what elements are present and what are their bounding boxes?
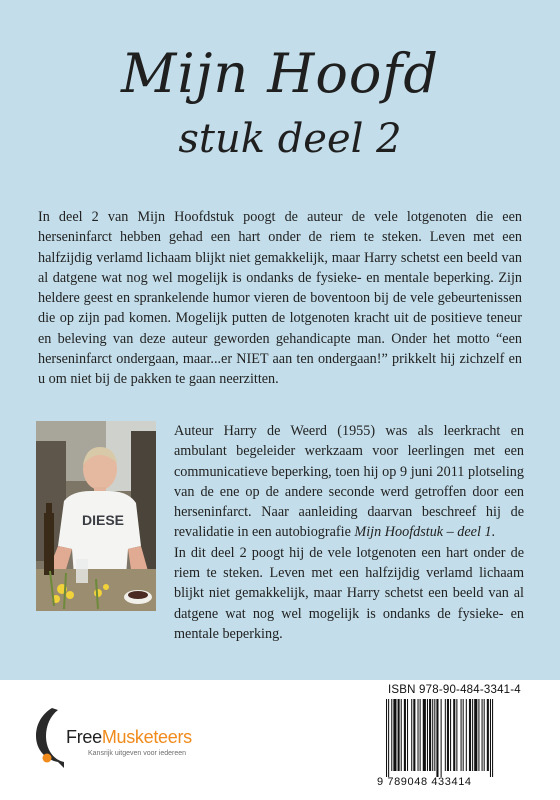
barcode-bar — [447, 699, 449, 771]
barcode-bar — [401, 699, 402, 771]
barcode-bar — [388, 699, 389, 777]
barcode-bar — [445, 699, 446, 771]
barcode-bar — [484, 699, 485, 771]
barcode-bar — [432, 699, 433, 771]
publisher-tagline: Kansrijk uitgeven voor iedereen — [88, 750, 187, 757]
barcode-bar — [391, 699, 392, 771]
barcode-bar — [393, 699, 396, 771]
barcode-bar — [453, 699, 455, 771]
author-photo — [36, 421, 156, 611]
blurb-text — [38, 207, 522, 390]
isbn-label: ISBN 978-90-484-3341-4 — [388, 684, 521, 696]
barcode-bar — [478, 699, 479, 771]
barcode-bar — [441, 699, 442, 777]
publisher-name-free: Free — [66, 727, 102, 747]
barcode-bar — [472, 699, 473, 771]
blurb-part-3: prikkelt hij zichzelf en u om niet bij de pakken te gaan neerzitten. — [38, 351, 522, 388]
barcode-bar — [474, 699, 477, 771]
author-bio — [174, 421, 524, 644]
book-title-line1: Mijn Hoofd — [121, 42, 439, 105]
barcode-bar — [482, 699, 483, 771]
barcode-bar — [490, 699, 491, 777]
barcode-bar — [423, 699, 426, 771]
barcode-bar — [487, 699, 489, 771]
barcode-bar — [407, 699, 408, 771]
barcode-digits: 9 789048 433414 — [377, 776, 472, 788]
barcode-bar — [469, 699, 471, 771]
book-reference: Mijn Hoofdstuk – deel 1 — [354, 524, 492, 541]
barcode-bar — [456, 699, 457, 771]
book-title-line2: stuk deel 2 — [178, 116, 402, 162]
barcode-bar — [492, 699, 493, 777]
isbn-barcode — [384, 699, 540, 777]
barcode-bar — [429, 699, 431, 771]
barcode-bar — [411, 699, 412, 771]
barcode-bar — [450, 699, 451, 771]
publisher-name-musketeers: Musketeers — [101, 727, 192, 747]
blurb-motto: “een herseninfarct ondergaan, maar...er NIET aan ten ondergaan!” — [38, 330, 522, 368]
barcode-bar — [413, 699, 415, 771]
barcode-bar — [463, 699, 464, 771]
barcode-bar — [420, 699, 421, 771]
barcode-bar — [418, 699, 419, 771]
barcode-bar — [427, 699, 428, 771]
barcode-bar — [386, 699, 387, 777]
author-bio-text: Auteur Harry de Weerd (1955) was als leerkracht en ambulant begeleider werkzaam voor leerlingen met een communicatieve beperking, toen hij op 9 juni 2011 plotseling van de ene op de andere seconde werd getroffen door een herseninfarct. Naar aanleiding daarvan beschreef hij de revalidatie in een autobiografie — [174, 423, 524, 541]
shirt-text: DIESE — [82, 512, 125, 528]
barcode-bar — [434, 699, 435, 771]
publisher-name — [66, 727, 192, 748]
author-bio-period: . — [491, 524, 496, 541]
barcode-bar — [466, 699, 467, 771]
author-bio-paragraph-2: In dit deel 2 poogt hij de vele lotgenoten een hart onder de riem te steken. Leven met een halfzijdig verlamd lichaam blijkt niet gemakkelijk, maar Harry schetst een beeld van al datgene wat nog wel mogelijk is ondanks de fysieke- en mentale beperking. — [174, 544, 524, 642]
barcode-bar — [461, 699, 462, 771]
barcode-bar — [398, 699, 400, 771]
barcode-bar — [404, 699, 406, 771]
author-bio-paragraph-1 — [174, 421, 524, 543]
barcode-bar — [436, 699, 438, 777]
blurb-part-1: In deel 2 van Mijn Hoofdstuk poogt de auteur de vele lotgenoten die een herseninfarct hebben gehad een hart onder de riem te steken. Leven met een halfzijdig verlamd lichaam blijkt niet gemakkelijk, maar Harry schetst een beeld van al datgene wat nog wel mogelijk is ondanks de fysieke- en mentale beperking. Zijn heldere geest en sprankelende humor vieren de boventoon bij de vele gebeurtenissen die op zijn pad komen. Mogelijk putten de lotgenoten kracht uit de positieve teneur en beleving van deze auteur geworden gehandicapte man. Onder het motto — [38, 209, 522, 347]
